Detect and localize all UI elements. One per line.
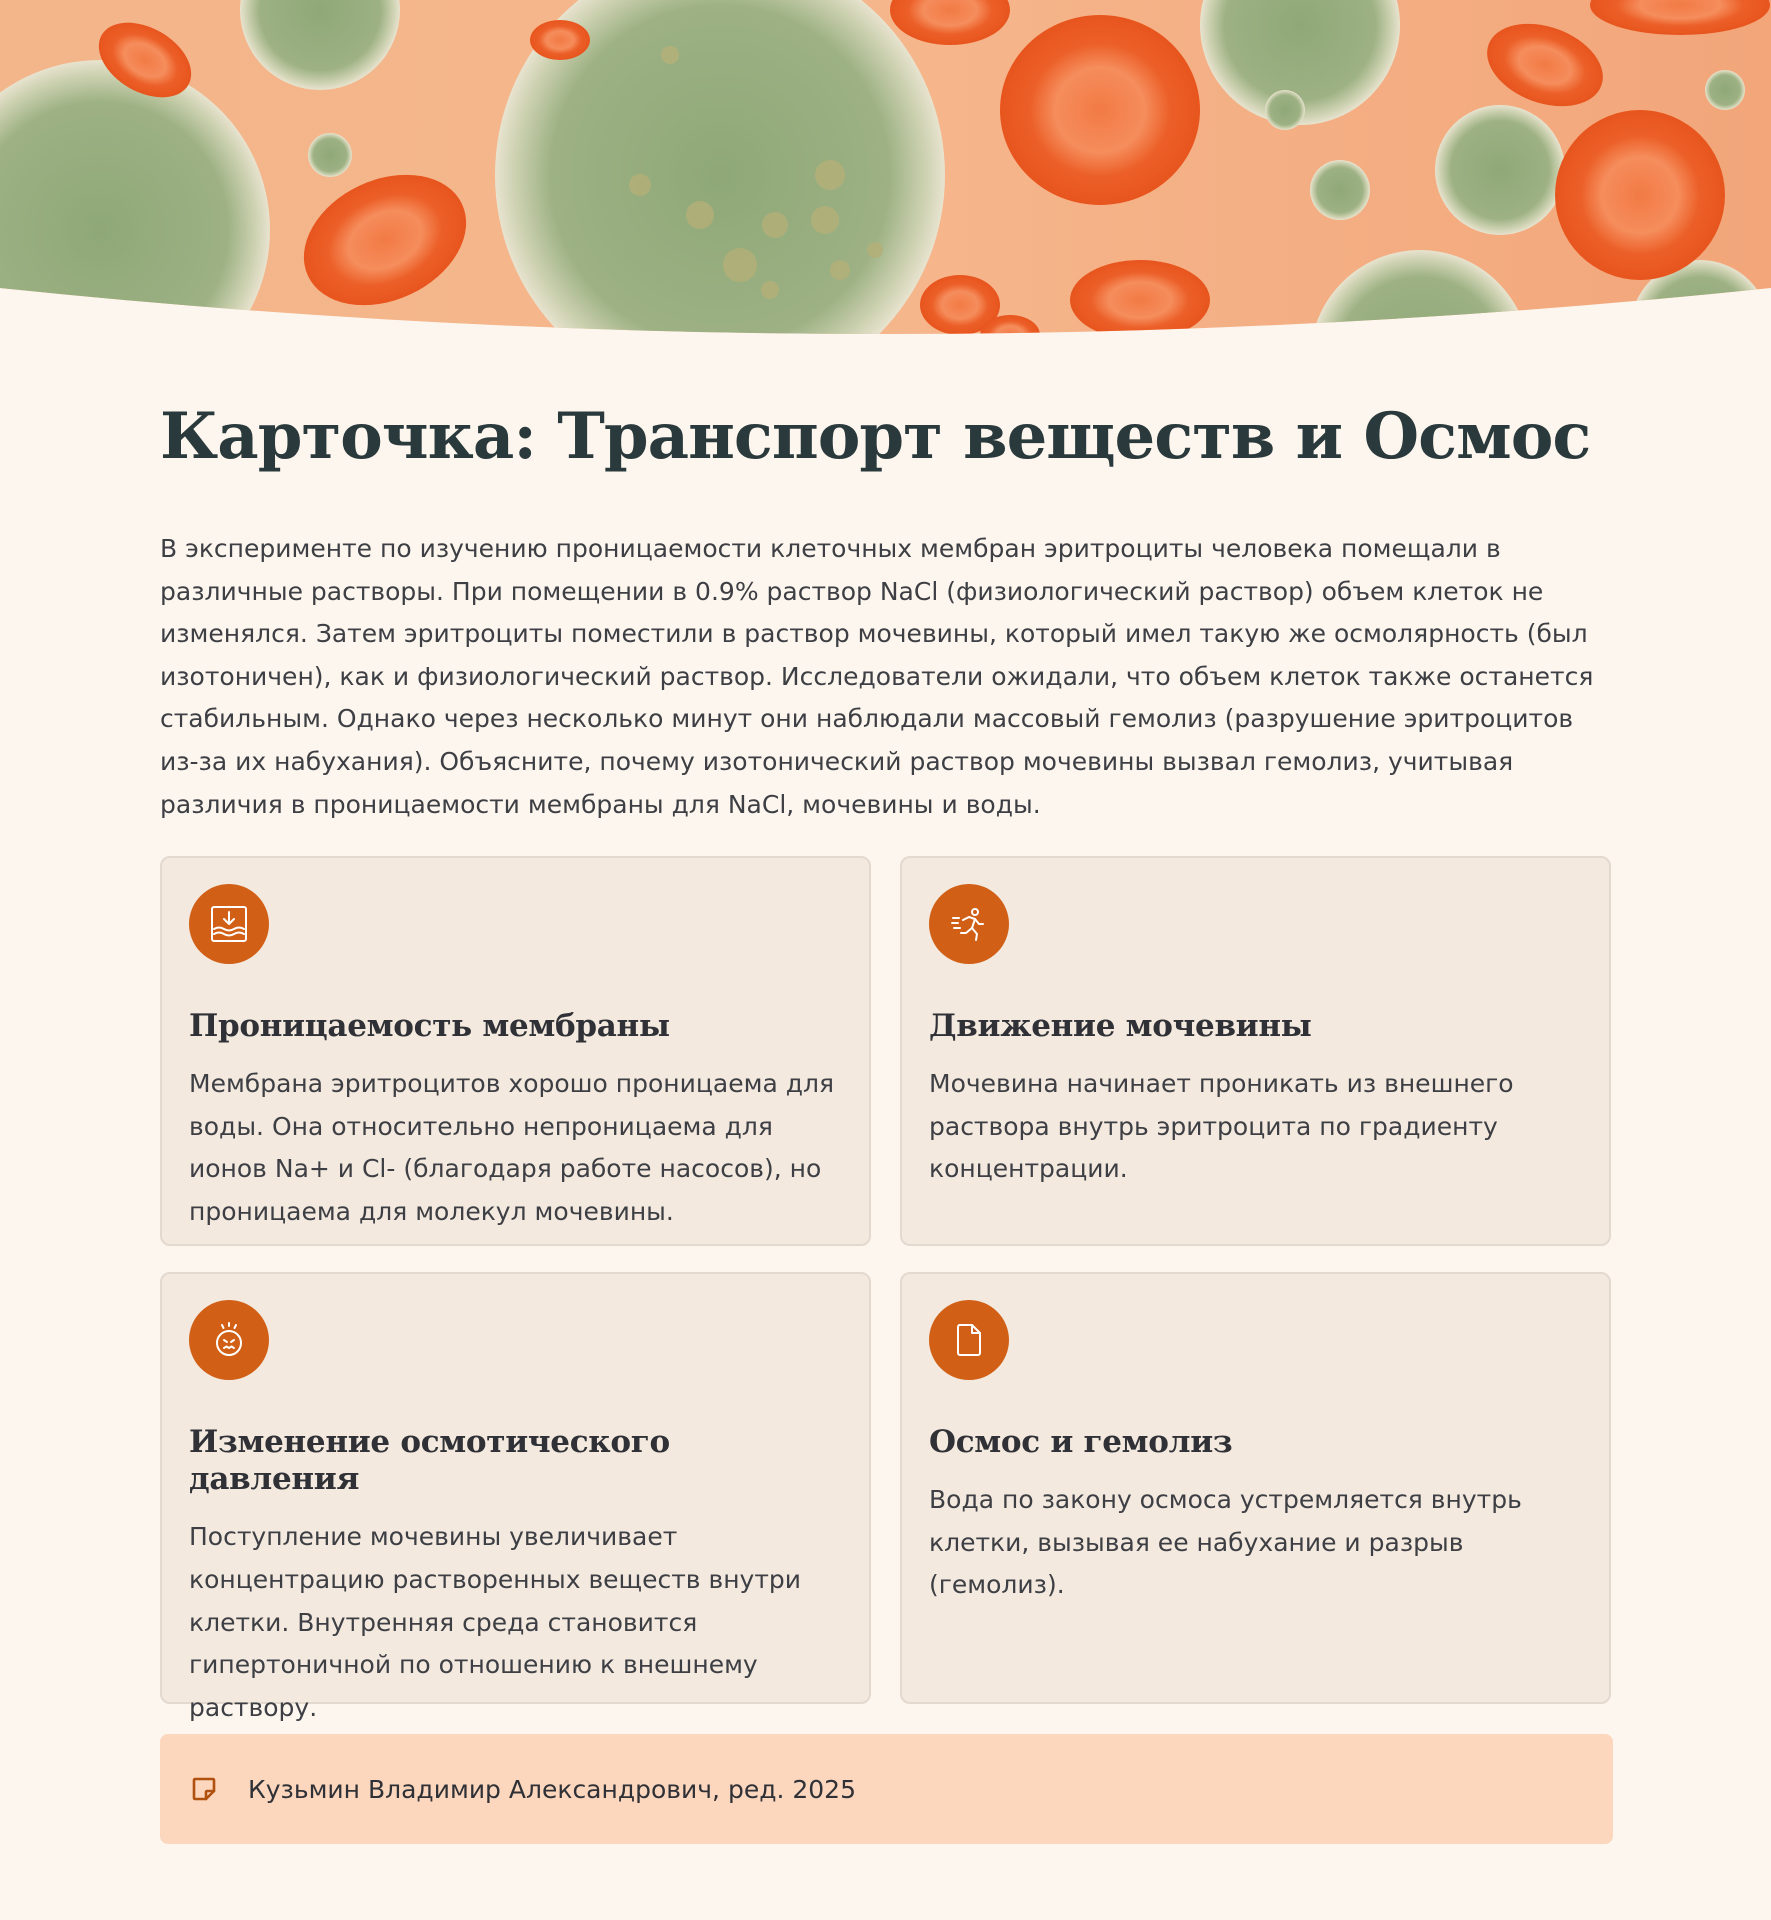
card-osmosis-hemolysis [900,1272,1611,1704]
card-text: Мембрана эритроцитов хорошо проницаема для воды. Она относительно непроницаема для ионов Na+ и Cl- (благодаря работе насосов), но проницаема для молекул мочевины. [189,1069,835,1226]
card-title: Движение мочевины [929,1008,1312,1044]
document-icon [929,1300,1009,1380]
card-text: Мочевина начинает проникать из внешнего раствора внутрь эритроцита по градиенту концентрации. [929,1069,1514,1184]
author-footer [160,1734,1613,1844]
card-text: Вода по закону осмоса устремляется внутрь клетки, вызывая ее набухание и разрыв (гемолиз). [929,1485,1522,1600]
note-icon [190,1775,218,1803]
stressed-face-icon [189,1300,269,1380]
intro-text: В эксперименте по изучению проницаемости клеточных мембран эритроциты человека помещали в различные растворы. При помещении в 0.9% раствор NaCl (физиологический раствор) объем клеток не изменялся. Затем эритроциты поместили в раствор мочевины, который имел такую же осмолярность (был изотоничен), как и физиологический раствор. Исследователи ожидали, что объем клеток также останется стабильным. Однако через несколько минут они наблюдали массовый гемолиз (разрушение эритроцитов из-за их набухания). Объясните, почему изотонический раствор мочевины вызвал гемолиз, учитывая различия в проницаемости мембраны для NaCl, мочевины и воды. [160,534,1594,819]
card-membrane-permeability [160,856,871,1246]
card-title: Изменение осмотического давления [189,1424,670,1498]
hero-illustration [0,0,1771,340]
running-icon [929,884,1009,964]
card-title: Осмос и гемолиз [929,1424,1233,1460]
card-osmotic-pressure [160,1272,871,1722]
main-content [160,399,1613,1804]
card-title: Проницаемость мембраны [189,1008,670,1044]
author-text: Кузьмин Владимир Александрович, ред. 2025 [248,1774,856,1804]
card-text: Поступление мочевины увеличивает концентрацию растворенных веществ внутри клетки. Внутренняя среда становится гипертоничной по отношению к внешнему раствору. [189,1522,802,1722]
card-urea-movement [900,856,1611,1246]
membrane-icon [189,884,269,964]
page-title: Карточка: Транспорт веществ и Осмос [160,399,1591,474]
